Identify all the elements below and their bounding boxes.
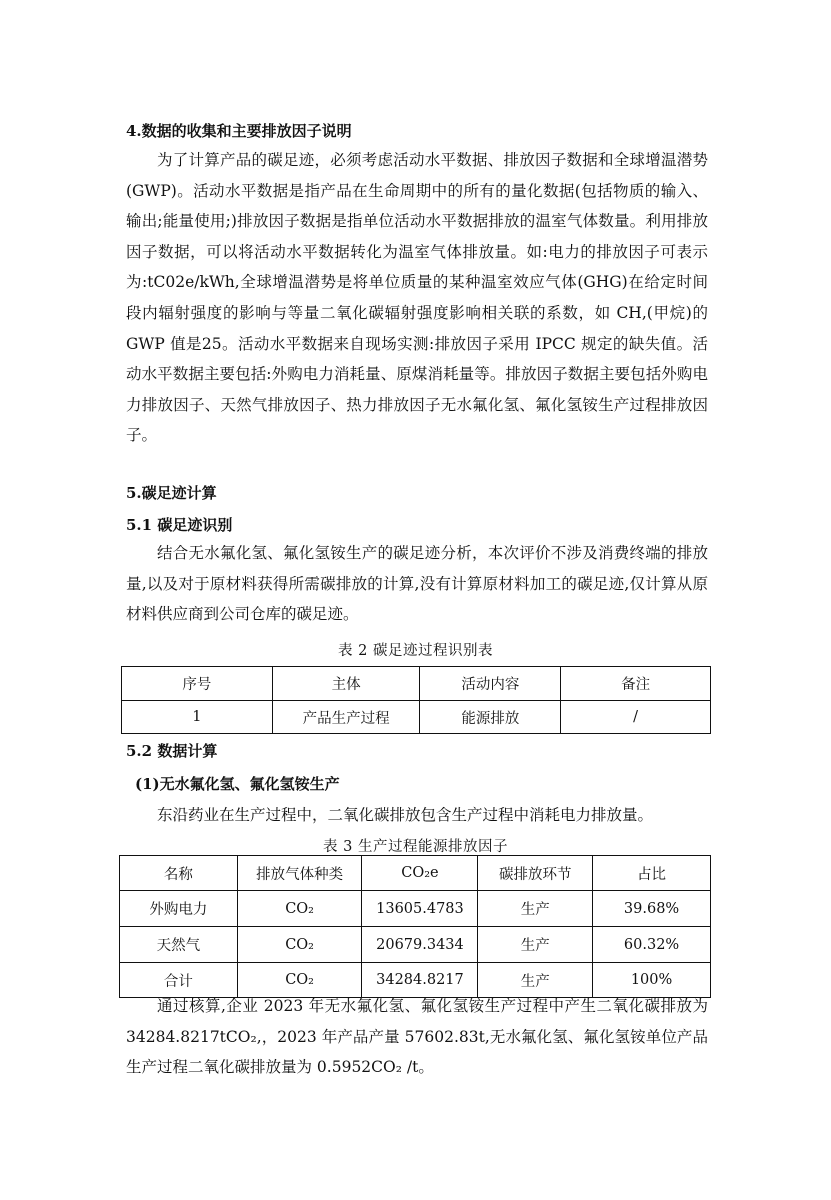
table-3-header-row <box>120 856 711 891</box>
table-3-caption: 表 3 生产过程能源排放因子 <box>323 839 508 855</box>
table-2-caption: 表 2 碳足迹过程识别表 <box>338 643 493 659</box>
table-cell: 1 <box>122 701 273 734</box>
table-cell: 39.68% <box>593 891 711 927</box>
table-cell: 100% <box>593 963 711 998</box>
table-cell: CO₂ <box>237 963 362 998</box>
table-row <box>122 701 711 734</box>
table-cell: 20679.3434 <box>362 927 478 963</box>
table-2-header-cell: 序号 <box>122 667 273 701</box>
table-row <box>120 927 711 963</box>
subsection-1-heading: (1)无水氟化氢、氟化氢铵生产 <box>135 775 340 793</box>
table-3 <box>119 855 711 998</box>
table-3-header-cell: 排放气体种类 <box>237 856 362 891</box>
table-cell: 合计 <box>120 963 238 998</box>
subsection-1-paragraph: 东沿药业在生产过程中，二氧化碳排放包含生产过程中消耗电力排放量。 <box>157 806 654 824</box>
table-3-header-cell: 名称 <box>120 856 238 891</box>
table-3-header-cell: 占比 <box>593 856 711 891</box>
section-5-heading: 5.碳足迹计算 <box>126 484 217 502</box>
table-cell: 天然气 <box>120 927 238 963</box>
table-cell: 生产 <box>478 927 593 963</box>
table-2-header-cell: 备注 <box>561 667 711 701</box>
conclusion-paragraph: 通过核算,企业 2023 年无水氟化氢、氟化氢铵生产过程中产生二氧化碳排放为 34284.8217tCO₂,，2023 年产品产量 57602.83t,无水氟化氢、氟化氢铵单位产品生产过程二氧化碳排放量为 0.5952CO₂ /t。 <box>126 997 708 1077</box>
table-cell: 13605.4783 <box>362 891 478 927</box>
table-3-header-cell: 碳排放环节 <box>478 856 593 891</box>
table-cell: 34284.8217 <box>362 963 478 998</box>
table-row <box>120 891 711 927</box>
table-3-header-cell: CO₂e <box>362 856 478 891</box>
table-2-header-cell: 主体 <box>272 667 420 701</box>
table-2 <box>121 666 711 734</box>
table-cell: 生产 <box>478 891 593 927</box>
section-5-1-paragraph: 结合无水氟化氢、氟化氢铵生产的碳足迹分析，本次评价不涉及消费终端的排放量,以及对于原材料获得所需碳排放的计算,没有计算原材料加工的碳足迹,仅计算从原材料供应商到公司仓库的碳足迹。 <box>126 544 708 624</box>
table-cell: 生产 <box>478 963 593 998</box>
table-cell: / <box>561 701 711 734</box>
table-cell: CO₂ <box>237 927 362 963</box>
table-cell: 能源排放 <box>420 701 561 734</box>
table-cell: 60.32% <box>593 927 711 963</box>
section-4-heading: 4.数据的收集和主要排放因子说明 <box>126 122 352 140</box>
table-cell: 外购电力 <box>120 891 238 927</box>
table-2-header-row <box>122 667 711 701</box>
table-2-header-cell: 活动内容 <box>420 667 561 701</box>
section-5-1-heading: 5.1 碳足迹识别 <box>126 516 233 534</box>
table-cell: CO₂ <box>237 891 362 927</box>
table-cell: 产品生产过程 <box>272 701 420 734</box>
section-4-paragraph: 为了计算产品的碳足迹，必须考虑活动水平数据、排放因子数据和全球增温潜势(GWP)。活动水平数据是指产品在生命周期中的所有的量化数据(包括物质的输入、输出;能量使用;)排放因子数据是指单位活动水平数据排放的温室气体数量。利用排放因子数据，可以将活动水平数据转化为温室气体排放量。如:电力的排放因子可表示为:tC02e/kWh,全球增温潜势是将单位质量的某种温室效应气体(GHG)在给定时间段内辐射强度的影响与等量二氧化碳辐射强度影响相关联的系数，如 CH,(甲烷)的 GWP 值是25。活动水平数据来自现场实测:排放因子采用 IPCC 规定的缺失值。活动水平数据主要包括:外购电力消耗量、原煤消耗量等。排放因子数据主要包括外购电力排放因子、天然气排放因子、热力排放因子无水氟化氢、氟化氢铵生产过程排放因子。 <box>126 151 708 445</box>
section-5-2-heading: 5.2 数据计算 <box>126 742 218 760</box>
